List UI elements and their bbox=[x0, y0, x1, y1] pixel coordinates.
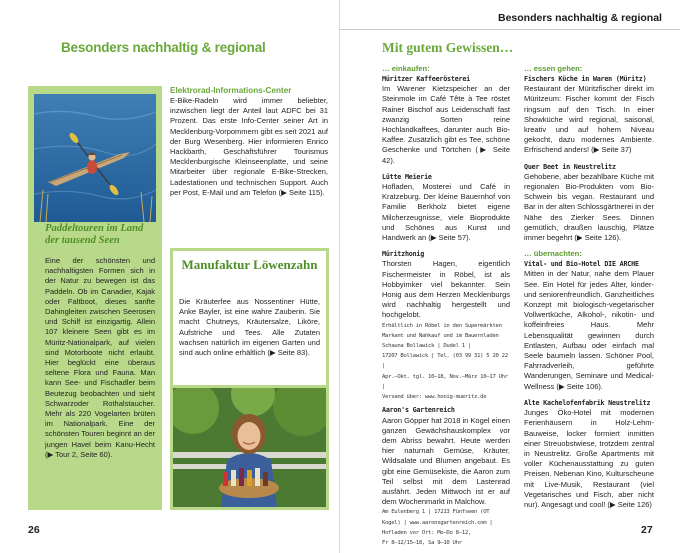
manufaktur-body: Die Kräuterfee aus Nossentiner Hütte, Anke Bayler, ist eine wahre Zauberin. Sie macht Chutneys, Kräutersalze, Liköre, Aufstriche und Tees. Alle Zutaten wachsen natürlich im eigenen Garten und sind auch online erhältlich (▶ Seite 83). bbox=[179, 297, 320, 358]
entry-title: Quer Beet in Neustrelitz bbox=[524, 162, 616, 171]
entry-body: Gehobene, aber bezahlbare Küche mit regionalen Bio-Produkten vom Bio-Schwein bis vegan. Restaurant und Bar in der alten Schlossgärtnerei in der Nähe des Zierker Sees. Dinnen gemütlich, draußen lauschig, Plätze immer begehrt (▶ Seite 126). bbox=[524, 171, 654, 243]
entry-body: Aaron Göpper hat 2018 in Kogel einen ganzen Gewächshauskomplex vor dem Abriss bewahrt. Heute werden hier naturnah Gemüse, Kräuter, Wildsalate und Blumen angebaut. Es gibt eine Gemüsekiste, die Aaron zum Teil selbst mit dem Lastenrad ausfährt. Jeden Mittwoch ist er auf dem Wochenmarkt in Malchow. bbox=[382, 415, 511, 507]
entry-title: Aaron's Gartenreich bbox=[382, 406, 455, 415]
info-center-title: Elektrorad-Informations-Center bbox=[170, 86, 292, 95]
column-essen-uebernachten bbox=[524, 64, 654, 510]
entry-title: Müritzhonig bbox=[382, 250, 425, 259]
paddeltouren-box bbox=[28, 86, 162, 510]
entry-address-line: Erhältlich in Röbel in den Supermärkten bbox=[382, 322, 502, 329]
entry-body: Restaurant der Müritzfischer direkt im Müritzeum: Fischer kommt der Fisch ringsum auf den Tisch. In einer Showküche wird regional, saisonal, kreativ und auf hohem Niveau gekocht, dazu modernes Ambiente. Erfrischend anders! (▶ Seite 37) bbox=[524, 84, 654, 155]
entry-body: Junges Öko-Hotel mit modernen Ferienhäusern in Holz-Lehm-Bauweise, locker formiert inmitten einer Streuobstwiese, trotzdem zentral in Neustrelitz. Große Apartments mit voller Küchenausstattung zu guten Preisen. Nebenan Kino, Kulturscheune mit Live-Musik, Restaurant (viel Vegetarisches und Fisch, aber nicht nur). Angesagt und cool! (▶ Seite 126) bbox=[524, 408, 654, 509]
page-number: 27 bbox=[641, 524, 653, 536]
herb-woman-photo bbox=[173, 388, 326, 507]
entry-address-line: 17207 Bollawick | Tel. (03 99 31) 5 20 22 | bbox=[382, 353, 508, 370]
entry-address-line: Am Eulenberg 1 | 17213 Fünfseen (OT bbox=[382, 509, 490, 516]
entry-address-line: Kogel) | www.aaronsgartenreich.com | bbox=[382, 519, 493, 526]
manufaktur-text-panel bbox=[173, 251, 326, 385]
right-page bbox=[340, 0, 680, 553]
info-center-article bbox=[170, 86, 328, 198]
entry-address-line: Fr 8–12/15–18, Sa 9–10 Uhr bbox=[382, 539, 462, 546]
manufaktur-title: Manufaktur Löwenzahn bbox=[181, 257, 318, 272]
kayak-photo bbox=[34, 94, 156, 222]
manufaktur-box bbox=[170, 248, 329, 510]
category-uebernachten: … übernachten: bbox=[524, 249, 582, 259]
entry-address-line: Schauna Bollawick | Dudel 1 | bbox=[382, 343, 471, 350]
entry-title: Lütte Meierie bbox=[382, 172, 432, 181]
category-essen: … essen gehen: bbox=[524, 64, 583, 73]
entry-body: Thorsten Hagen, eigentlich Fischermeister in Röbel, ist als Hobbyimker viel bekannter. Sein Honig aus dem Herzen Mecklenburgs wird nachhaltig hergestellt und hochgelobt. bbox=[382, 259, 510, 320]
page-number: 26 bbox=[28, 524, 40, 536]
entry-address-line: Markant und Nahkauf und im Bauernladen bbox=[382, 332, 499, 339]
category-einkaufen: … einkaufen: bbox=[382, 64, 430, 73]
entry-title: Alte Kachelofenfabrik Neustrelitz bbox=[524, 398, 651, 407]
paddeltouren-title: Paddeltouren im Land der tausend Seen bbox=[45, 223, 144, 246]
running-header: Besonders nachhaltig & regional bbox=[498, 12, 662, 24]
info-center-body: E-Bike-Radeln wird immer beliebter, inzwischen liegt der Anteil laut ADFC bei 31 Prozent. Das erste Info-Center seiner Art in Mecklenburg-Vorpommern gibt es seit 2021 auf der Burg Wesenberg. Hier informieren Enrico Hackbarth, Geschäftsführer Tourismus Mecklenburgische Kleinseenplatte, und seine Mitarbeiter über regionale E-Bike-Strecken, Ladestationen und technischen Support. Auch per Post, E-Mail und am Telefon (▶ Seite 115). bbox=[170, 96, 328, 197]
entry-title: Vital- und Bio-Hotel DIE ARCHE bbox=[524, 260, 639, 269]
entry-title: Müritzer Kaffeerösterei bbox=[382, 75, 471, 83]
entry-address-line: Apr.–Okt. tgl. 10–18, Nov.–März 10–17 Uhr | bbox=[382, 373, 508, 390]
entry-body: Mitten in der Natur, nahe dem Plauer See. Ein Hotel für jedes Alter, kinder- und seniorenfreundlich. Ganzheitliches Konzept mit biologisch-vegetarischer Vollwertküche, Alkohol-, nikotin- und koffeinfreies Haus. Mehr Lebensqualität gewinnen durch Entlasten, Aufbau oder einfach mal Seele baumeln lassen. Schöner Pool, Fahrradverleih, geführte Wanderungen, Seminare und Medical-Wellness (▶ Seite 106). bbox=[524, 269, 654, 391]
column-einkaufen bbox=[382, 64, 510, 548]
entry-address-line: Versand über: www.honig-mueritz.de bbox=[382, 394, 487, 401]
header-rule bbox=[340, 29, 680, 30]
right-page-title: Mit gutem Gewissen… bbox=[382, 40, 514, 55]
entry-body: Hofladen, Mosterei und Café in Kratzeburg. Der kleine Bauernhof von Familie Berkholz bietet eigene Milcherzeugnisse, viele Bioprodukte und Schönes aus Kunst und Handwerk an (▶ Seite 57). bbox=[382, 182, 510, 243]
entry-address-line: Hofladen vor Ort: Mo–Do 8–12, bbox=[382, 529, 471, 536]
section-title: Besonders nachhaltig & regional bbox=[61, 40, 266, 55]
entry-title: Fischers Küche in Waren (Müritz) bbox=[524, 75, 647, 83]
paddeltouren-body: Eine der schönsten und nachhaltigsten Formen sich in der Natur zu bewegen ist das Paddeln. Ob im Canadier, Kajak oder Faltboot, dieses sanfte Dahingleiten zwischen Seerosen und Schilf ist einzigartig. Allein 107 kleinere Seen gibt es im Müritz-Nationalpark, auf vielen sind Motorboote nicht erlaubt. Hier beglückt eine überaus seltene Flora und Fauna. Man kann See- und Fischadler beim Beutezug beobachten und sieht Schwarzoder Rothalstaucher. Mehr als 220 Vogelarten brüten im Nationalpark. Eine der schönsten Touren beginnt an der jungen Havel beim Kanu-Hecht (▶ Tour 2, Seite 60). bbox=[45, 256, 155, 459]
entry-body: Im Warener Kietzspeicher an der Steinmole im Café Tête à Tee röstet Rainer Bischof aus Leidenschaft fast zwanzig Sorten reine Hochlandkaffees, darunter auch Bio-Kaffee. Zusätzlich gibt es Tee, schöne Geschenke und Törtchen (▶ Seite 42). bbox=[382, 84, 510, 165]
